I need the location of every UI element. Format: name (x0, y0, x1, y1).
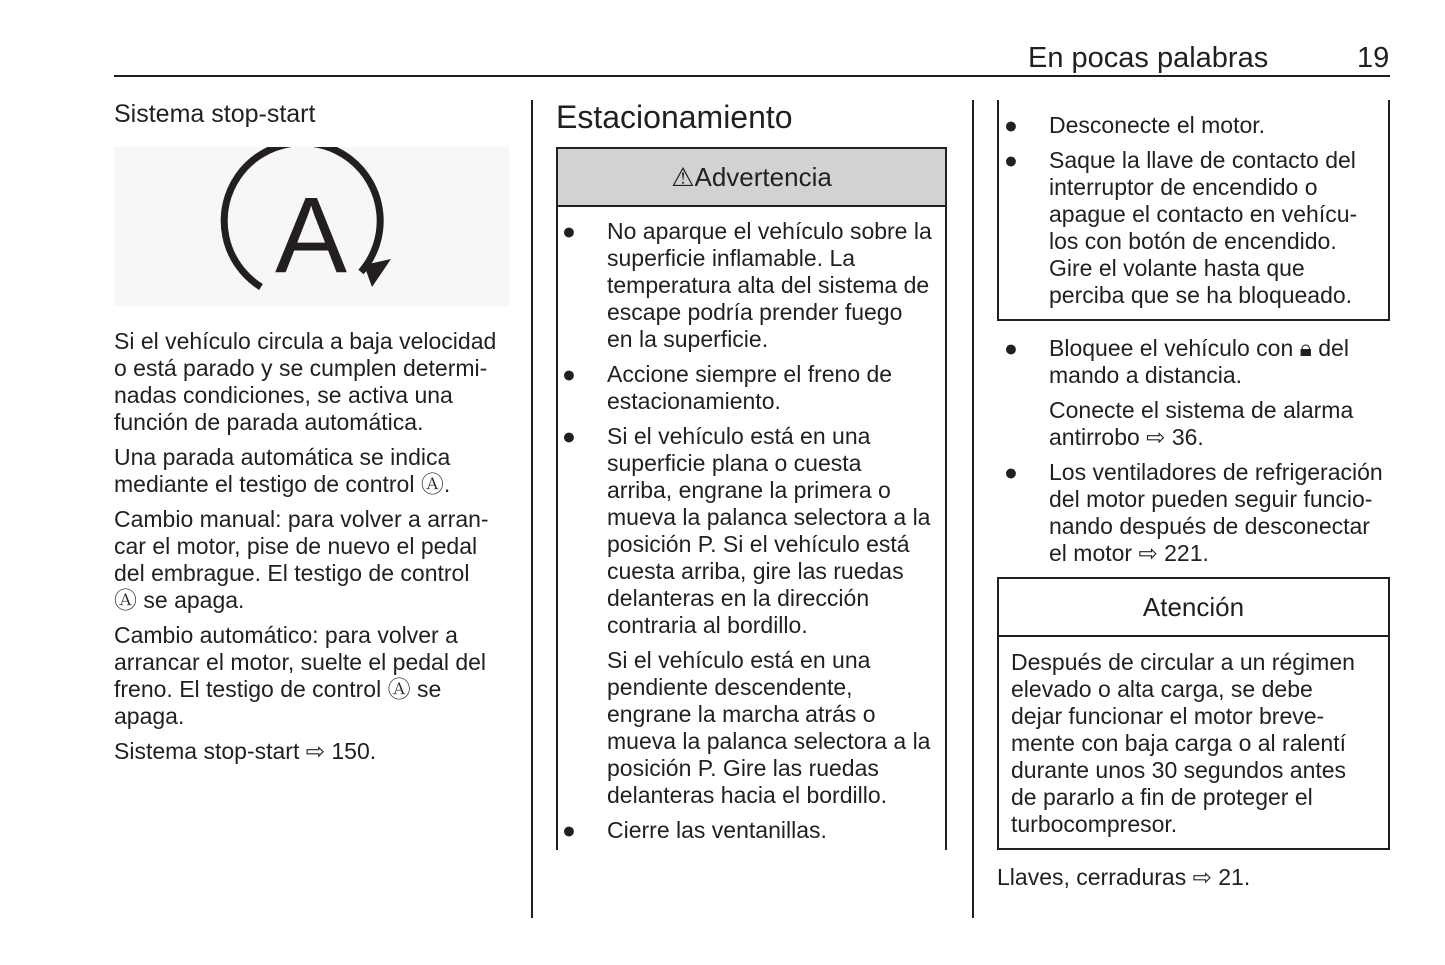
text-line: mando a distancia. (1049, 362, 1243, 388)
continued-warning-list (1004, 112, 1357, 317)
text-line: Cambio manual: para volver a arran- (114, 506, 489, 532)
text-line: mueva la palanca selectora a la (607, 504, 931, 530)
text-line: del embrague. El testigo de control (114, 560, 470, 586)
text-line: apaga. (114, 703, 185, 729)
text-line: posición P. Gire las ruedas (607, 755, 879, 781)
text-line: Si el vehículo circula a baja velocidad (114, 328, 497, 354)
text-line: Cierre las ventanillas. (607, 817, 827, 843)
stop-start-text (114, 328, 496, 773)
bullet-icon: ● (562, 218, 576, 244)
text-line: Desconecte el motor. (1049, 112, 1266, 138)
text-line: temperatura alta del sistema de (607, 272, 930, 298)
text-line: escape podría prender fuego (607, 299, 903, 325)
text-line: Si el vehículo está en una (607, 423, 871, 449)
paragraph (114, 622, 496, 730)
text-line: arrancar el motor, suelte el pedal del (114, 649, 487, 675)
text-line: estacionamiento. (607, 388, 781, 414)
attention-box (997, 577, 1390, 850)
header-rule (114, 75, 1390, 77)
text-line: pendiente descendente, (607, 674, 853, 700)
text-line: función de parada automática. (114, 409, 424, 435)
text-line: superficie plana o cuesta (607, 450, 862, 476)
text-line: Si el vehículo está en una (607, 647, 871, 673)
text-line: delanteras hacia el bordillo. (607, 782, 888, 808)
bullet-icon: ● (1004, 459, 1018, 485)
paragraph (114, 738, 496, 765)
running-header-title: En pocas palabras (1028, 42, 1269, 74)
bullet-item (1004, 459, 1383, 567)
text-line: posición P. Si el vehículo está (607, 531, 910, 557)
warning-title: Advertencia (694, 161, 832, 192)
attention-title: Atención (999, 579, 1388, 637)
text-line: arriba, engrane la primera o (607, 477, 891, 503)
bullet-item (1004, 147, 1357, 309)
text-line: Ⓐ se apaga. (114, 587, 245, 613)
text-line: No aparque el vehículo sobre la (607, 218, 932, 244)
bullet-icon: ● (562, 361, 576, 387)
text-line: contraria al bordillo. (607, 612, 808, 638)
text-line: engrane la marcha atrás o (607, 701, 876, 727)
text-line: durante unos 30 segundos antes (1011, 757, 1347, 783)
text-line: de pararlo a fin de proteger el (1011, 784, 1313, 810)
section-heading-stop-start: Sistema stop-start (114, 100, 316, 128)
warning-header (558, 149, 945, 207)
text-line: antirrobo ⇨ 36. (1049, 424, 1204, 450)
paragraph (562, 647, 932, 809)
bullet-icon: ● (1004, 147, 1018, 173)
text-line: freno. El testigo de control Ⓐ se (114, 676, 442, 702)
paragraph (1011, 649, 1388, 838)
text-line: dejar funcionar el motor breve- (1011, 703, 1325, 729)
bullet-item (562, 361, 932, 415)
text-line: mediante el testigo de control Ⓐ. (114, 471, 451, 497)
text-line: Una parada automática se indica (114, 444, 451, 470)
text-line: car el motor, pise de nuevo el pedal (114, 533, 478, 559)
auto-stop-a-icon (114, 147, 509, 306)
text-line: interruptor de encendido o (1049, 174, 1318, 200)
warning-triangle-icon: ⚠ (671, 161, 695, 192)
text-line: Después de circular a un régimen (1011, 649, 1355, 675)
text-line: Conecte el sistema de alarma (1049, 397, 1354, 423)
text-line: mente con baja carga o al ralentí (1011, 730, 1346, 756)
text-line: en la superficie. (607, 326, 769, 352)
paragraph (114, 506, 496, 614)
bullet-item (562, 218, 932, 353)
text-line: elevado o alta carga, se debe (1011, 676, 1313, 702)
text-line: Los ventiladores de refrigeración (1049, 459, 1383, 485)
paragraph (114, 328, 496, 436)
auto-stop-indicator-image (114, 147, 509, 306)
text-line: los con botón de encendido. (1049, 228, 1337, 254)
text-line: nando después de desconectar (1049, 513, 1370, 539)
text-line: apague el contacto en vehícu- (1049, 201, 1358, 227)
attention-text (999, 637, 1388, 838)
parking-steps-list (1004, 335, 1383, 575)
text-line: Gire el volante hasta que (1049, 255, 1305, 281)
text-line: Accione siempre el freno de (607, 361, 893, 387)
bullet-icon: ● (1004, 112, 1018, 138)
paragraph (114, 444, 496, 498)
text-line: del motor pueden seguir funcio- (1049, 486, 1373, 512)
paragraph (1004, 397, 1383, 451)
bullet-icon: ● (562, 817, 576, 843)
bullet-icon: ● (562, 423, 576, 449)
cross-reference-keys: Llaves, cerraduras ⇨ 21. (997, 864, 1251, 890)
text-line: el motor ⇨ 221. (1049, 540, 1209, 566)
text-line: cuesta arriba, gire las ruedas (607, 558, 904, 584)
parking-warning-list (562, 218, 932, 852)
text-line: nadas condiciones, se activa una (114, 382, 453, 408)
bullet-item (1004, 112, 1357, 139)
text-line: mueva la palanca selectora a la (607, 728, 931, 754)
text-line: Cambio automático: para volver a (114, 622, 458, 648)
bullet-icon: ● (1004, 335, 1018, 361)
text-line: superficie inflamable. La (607, 245, 856, 271)
text-line: Saque la llave de contacto del (1049, 147, 1356, 173)
text-line: Bloquee el vehículo con 🔒︎ del (1049, 335, 1349, 361)
svg-text:A: A (274, 174, 348, 295)
bullet-item (562, 423, 932, 639)
section-heading-parking: Estacionamiento (556, 99, 793, 135)
column-divider (531, 100, 533, 918)
text-line: delanteras en la dirección (607, 585, 870, 611)
text-line: perciba que se ha bloqueado. (1049, 282, 1353, 308)
column-divider (972, 100, 974, 918)
text-line: turbocompresor. (1011, 811, 1178, 837)
text-line: o está parado y se cumplen determi- (114, 355, 488, 381)
bullet-item (562, 817, 932, 844)
page-number: 19 (1357, 42, 1390, 74)
bullet-item (1004, 335, 1383, 389)
text-line: Sistema stop-start ⇨ 150. (114, 738, 377, 764)
